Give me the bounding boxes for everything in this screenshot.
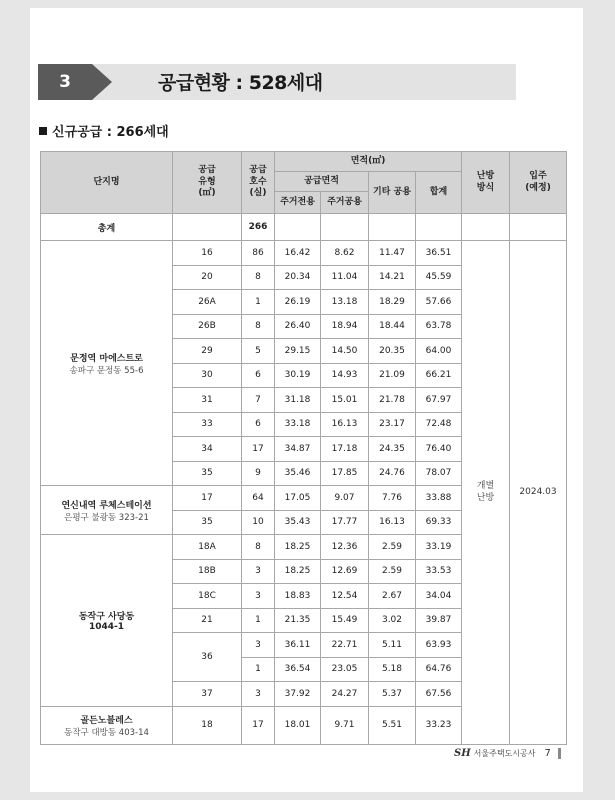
cell-other: 23.17 <box>369 412 416 437</box>
section-title: 공급현황 : 528세대 <box>158 72 323 94</box>
cell-exclusive: 35.43 <box>275 510 321 535</box>
sh-logo: SH <box>454 748 471 759</box>
cell-shared: 11.04 <box>321 265 369 290</box>
header-area: 면적(㎡) <box>275 152 462 172</box>
cell-type: 30 <box>173 363 242 388</box>
page-bar <box>558 748 561 759</box>
cell-units: 3 <box>242 584 275 609</box>
cell-other: 18.29 <box>369 290 416 315</box>
complex-cell-3 <box>41 535 173 707</box>
complex-address: 동작구 대방동 403-14 <box>64 727 149 738</box>
cell-exclusive: 26.40 <box>275 314 321 339</box>
total-row <box>41 214 567 241</box>
complex-cell-2 <box>41 486 173 535</box>
cell-units: 3 <box>242 633 275 658</box>
cell-exclusive: 18.01 <box>275 706 321 744</box>
cell-type: 18A <box>173 535 242 560</box>
cell-exclusive: 36.11 <box>275 633 321 658</box>
cell-shared: 14.50 <box>321 339 369 364</box>
cell-units: 6 <box>242 412 275 437</box>
cell-shared: 8.62 <box>321 241 369 266</box>
cell-units: 8 <box>242 535 275 560</box>
cell-shared: 15.49 <box>321 608 369 633</box>
cell-type: 18B <box>173 559 242 584</box>
complex-address: 송파구 문정동 55-6 <box>69 365 144 376</box>
cell-units: 10 <box>242 510 275 535</box>
cell-units: 17 <box>242 706 275 744</box>
total-empty-cell <box>369 214 416 241</box>
cell-type: 36 <box>173 633 242 682</box>
cell-total: 63.78 <box>416 314 462 339</box>
cell-total: 33.19 <box>416 535 462 560</box>
header-total: 합계 <box>416 172 462 214</box>
cell-type: 20 <box>173 265 242 290</box>
cell-other: 2.67 <box>369 584 416 609</box>
cell-type: 21 <box>173 608 242 633</box>
total-empty-cell <box>416 214 462 241</box>
cell-exclusive: 35.46 <box>275 461 321 486</box>
header-move-in: 입주 (예정) <box>510 152 567 214</box>
cell-exclusive: 29.15 <box>275 339 321 364</box>
cell-other: 5.37 <box>369 682 416 707</box>
header-other-shared: 기타 공용 <box>369 172 416 214</box>
cell-units: 17 <box>242 437 275 462</box>
cell-type: 37 <box>173 682 242 707</box>
cell-units: 8 <box>242 265 275 290</box>
header-heating: 난방 방식 <box>462 152 510 214</box>
cell-other: 20.35 <box>369 339 416 364</box>
cell-shared: 9.07 <box>321 486 369 511</box>
header-shared: 주거공용 <box>321 192 369 214</box>
cell-shared: 12.69 <box>321 559 369 584</box>
cell-units: 1 <box>242 657 275 682</box>
cell-units: 3 <box>242 559 275 584</box>
cell-type: 35 <box>173 461 242 486</box>
cell-shared: 12.54 <box>321 584 369 609</box>
cell-type: 26B <box>173 314 242 339</box>
header-complex: 단지명 <box>41 152 173 214</box>
cell-exclusive: 18.25 <box>275 535 321 560</box>
cell-other: 21.09 <box>369 363 416 388</box>
cell-type: 26A <box>173 290 242 315</box>
cell-exclusive: 26.19 <box>275 290 321 315</box>
square-bullet-icon <box>39 127 47 135</box>
cell-exclusive: 17.05 <box>275 486 321 511</box>
cell-type: 17 <box>173 486 242 511</box>
page-number: 7 <box>544 748 551 759</box>
cell-units: 8 <box>242 314 275 339</box>
cell-shared: 14.93 <box>321 363 369 388</box>
cell-total: 33.88 <box>416 486 462 511</box>
complex-address: 은평구 불광동 323-21 <box>64 512 149 523</box>
cell-exclusive: 16.42 <box>275 241 321 266</box>
header-supply-area: 공급면적 <box>275 172 369 192</box>
cell-exclusive: 21.35 <box>275 608 321 633</box>
cell-total: 72.48 <box>416 412 462 437</box>
cell-total: 34.04 <box>416 584 462 609</box>
cell-total: 57.66 <box>416 290 462 315</box>
cell-total: 36.51 <box>416 241 462 266</box>
cell-shared: 17.77 <box>321 510 369 535</box>
complex-name: 골든노블레스 <box>80 715 133 726</box>
complex-name: 문정역 마에스트로 <box>70 353 143 364</box>
cell-total: 66.21 <box>416 363 462 388</box>
cell-total: 39.87 <box>416 608 462 633</box>
cell-type: 35 <box>173 510 242 535</box>
cell-shared: 17.85 <box>321 461 369 486</box>
cell-total: 76.40 <box>416 437 462 462</box>
cell-units: 1 <box>242 290 275 315</box>
cell-total: 33.23 <box>416 706 462 744</box>
cell-other: 14.21 <box>369 265 416 290</box>
cell-units: 3 <box>242 682 275 707</box>
complex-cell-4 <box>41 706 173 744</box>
cell-type: 33 <box>173 412 242 437</box>
header-exclusive: 주거전용 <box>275 192 321 214</box>
cell-other: 5.18 <box>369 657 416 682</box>
cell-total: 64.00 <box>416 339 462 364</box>
cell-shared: 15.01 <box>321 388 369 413</box>
cell-shared: 22.71 <box>321 633 369 658</box>
cell-total: 67.56 <box>416 682 462 707</box>
complex-cell-1 <box>41 241 173 486</box>
header-units: 공급 호수 (실) <box>242 152 275 214</box>
cell-type: 18C <box>173 584 242 609</box>
cell-other: 21.78 <box>369 388 416 413</box>
cell-exclusive: 18.83 <box>275 584 321 609</box>
move-in-cell: 2024.03 <box>510 241 567 745</box>
total-units: 266 <box>242 214 275 241</box>
cell-other: 11.47 <box>369 241 416 266</box>
cell-exclusive: 37.92 <box>275 682 321 707</box>
cell-type: 31 <box>173 388 242 413</box>
cell-exclusive: 18.25 <box>275 559 321 584</box>
cell-other: 5.51 <box>369 706 416 744</box>
cell-total: 33.53 <box>416 559 462 584</box>
cell-other: 7.76 <box>369 486 416 511</box>
cell-total: 63.93 <box>416 633 462 658</box>
cell-shared: 16.13 <box>321 412 369 437</box>
cell-other: 2.59 <box>369 535 416 560</box>
cell-type: 16 <box>173 241 242 266</box>
cell-units: 64 <box>242 486 275 511</box>
cell-exclusive: 34.87 <box>275 437 321 462</box>
section-arrow <box>92 64 112 100</box>
cell-shared: 23.05 <box>321 657 369 682</box>
cell-shared: 13.18 <box>321 290 369 315</box>
cell-units: 5 <box>242 339 275 364</box>
cell-exclusive: 33.18 <box>275 412 321 437</box>
cell-total: 67.97 <box>416 388 462 413</box>
section-header <box>38 64 516 100</box>
total-label: 총계 <box>41 214 173 241</box>
cell-shared: 9.71 <box>321 706 369 744</box>
cell-units: 1 <box>242 608 275 633</box>
complex-name: 동작구 사당동 1044-1 <box>78 611 135 632</box>
cell-exclusive: 31.18 <box>275 388 321 413</box>
cell-total: 45.59 <box>416 265 462 290</box>
total-empty-cell <box>510 214 567 241</box>
cell-exclusive: 30.19 <box>275 363 321 388</box>
cell-other: 24.76 <box>369 461 416 486</box>
cell-exclusive: 36.54 <box>275 657 321 682</box>
heating-cell: 개별 난방 <box>462 241 510 745</box>
cell-units: 7 <box>242 388 275 413</box>
total-empty-cell <box>462 214 510 241</box>
cell-total: 69.33 <box>416 510 462 535</box>
cell-units: 6 <box>242 363 275 388</box>
cell-shared: 17.18 <box>321 437 369 462</box>
complex-name: 연신내역 루체스테이션 <box>61 500 152 511</box>
cell-other: 5.11 <box>369 633 416 658</box>
cell-exclusive: 20.34 <box>275 265 321 290</box>
footer <box>454 748 561 759</box>
cell-other: 24.35 <box>369 437 416 462</box>
total-empty-cell <box>275 214 321 241</box>
cell-units: 9 <box>242 461 275 486</box>
cell-total: 78.07 <box>416 461 462 486</box>
cell-shared: 18.94 <box>321 314 369 339</box>
cell-other: 2.59 <box>369 559 416 584</box>
table-row <box>41 241 567 266</box>
cell-total: 64.76 <box>416 657 462 682</box>
org-name: 서울주택도시공사 <box>473 749 536 758</box>
total-empty-cell <box>321 214 369 241</box>
supply-table <box>40 151 567 745</box>
cell-other: 3.02 <box>369 608 416 633</box>
cell-shared: 12.36 <box>321 535 369 560</box>
total-empty-cell <box>173 214 242 241</box>
cell-type: 34 <box>173 437 242 462</box>
cell-units: 86 <box>242 241 275 266</box>
cell-other: 16.13 <box>369 510 416 535</box>
cell-type: 18 <box>173 706 242 744</box>
header-supply-type: 공급 유형 (㎡) <box>173 152 242 214</box>
section-number: 3 <box>38 64 92 100</box>
subsection-title: 신규공급 : 266세대 <box>39 121 169 140</box>
cell-other: 18.44 <box>369 314 416 339</box>
cell-type: 29 <box>173 339 242 364</box>
cell-shared: 24.27 <box>321 682 369 707</box>
